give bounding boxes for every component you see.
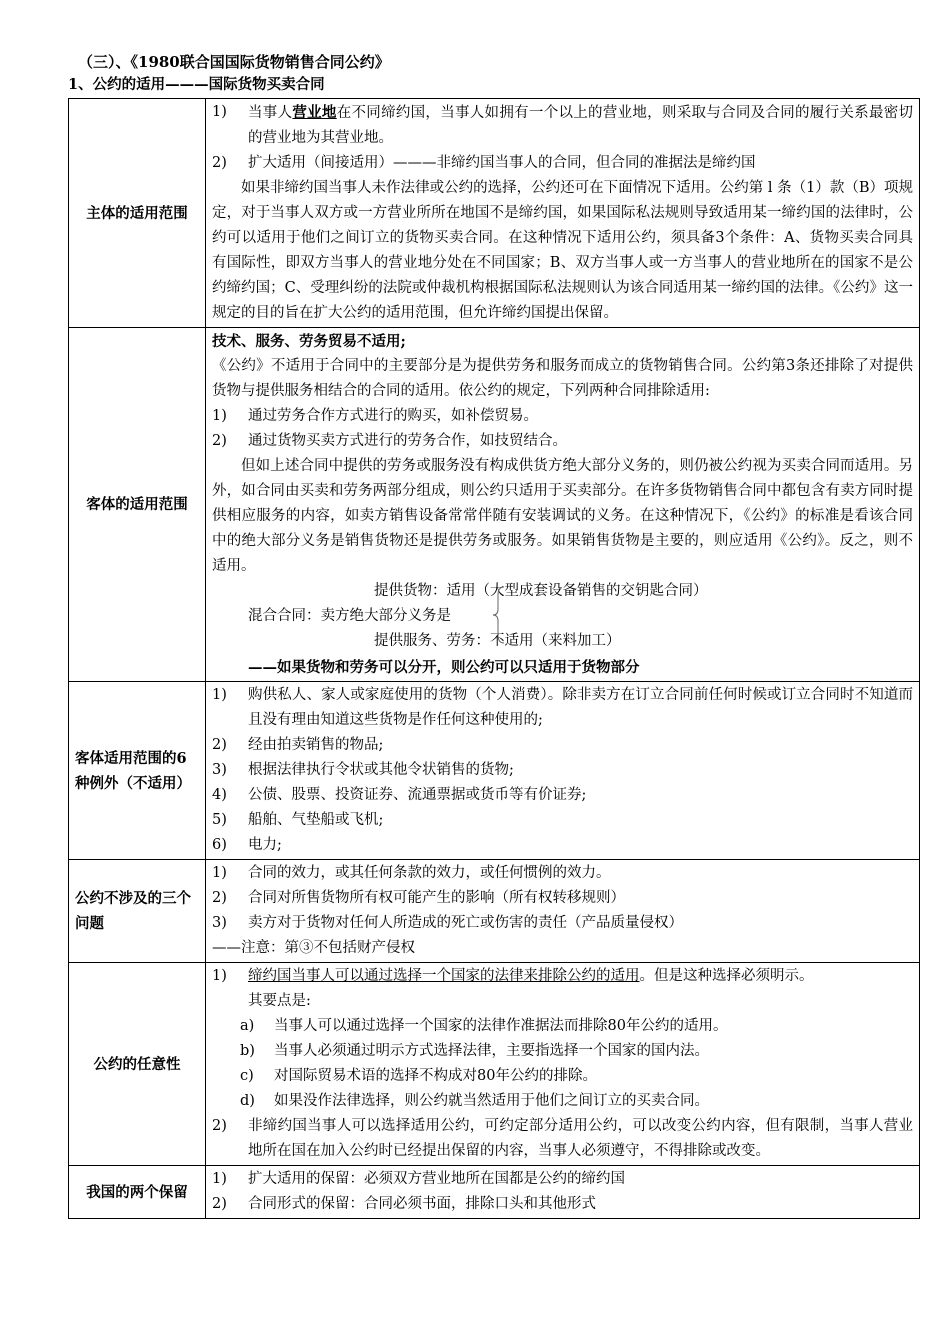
- list-item: [212, 1114, 913, 1164]
- list-item: [212, 733, 913, 758]
- sub-list-text: 当事人可以通过选择一个国家的法律作准据法而排除80年公约的适用。: [274, 1018, 728, 1034]
- row-label-reservations: 我国的两个保留: [69, 1166, 206, 1219]
- list-number: 2): [212, 155, 227, 171]
- list-number: 2): [212, 737, 227, 753]
- mixed-service-line: 提供服务、劳务：不适用（来料加工）: [374, 633, 621, 649]
- list-item: [212, 100, 913, 151]
- list-text: 。但是这种选择必须明示。: [639, 968, 814, 984]
- list-text: 通过劳务合作方式进行的购买，如补偿贸易。: [248, 408, 538, 424]
- list-text: 合同的效力，或其任何条款的效力，或任何惯例的效力。: [248, 865, 611, 881]
- list-item: [212, 833, 913, 858]
- sub-list-letter: b): [240, 1043, 255, 1059]
- row-label-object: 客体的适用范围: [69, 328, 206, 682]
- table-row: [69, 1166, 920, 1219]
- list-item: [212, 429, 913, 454]
- sub-list-letter: c): [240, 1068, 254, 1084]
- bold-heading: 技术、服务、劳务贸易不适用;: [212, 333, 406, 350]
- row-label-subject: 主体的适用范围: [69, 99, 206, 328]
- list-text: 购供私人、家人或家庭使用的货物（个人消费）。除非卖方在订立合同前任何时候或订立合同时不知道而且没有理由知道这些货物是作任何这种使用的;: [248, 687, 913, 728]
- sub-list-item: [212, 1014, 913, 1039]
- list-text: 船舶、气垫船或飞机;: [248, 812, 384, 828]
- mixed-goods-line: 提供货物：适用（大型成套设备销售的交钥匙合同）: [374, 583, 708, 599]
- list-number: 1): [212, 865, 227, 881]
- list-text: 公债、股票、投资证券、流通票据或货币等有价证券;: [248, 787, 587, 803]
- list-item: [212, 964, 913, 989]
- bold-conclusion: ——如果货物和劳务可以分开，则公约可以只适用于货物部分: [248, 659, 640, 676]
- list-number: 4): [212, 787, 227, 803]
- list-text: 合同形式的保留：合同必须书面，排除口头和其他形式: [248, 1196, 596, 1212]
- note: ——注意：第③不包括财产侵权: [212, 940, 415, 956]
- list-text: 非缔约国当事人可以选择适用公约，可约定部分适用公约，可以改变公约内容，但有限制，当事人营业地所在国在加入公约时已经提出保留的内容，当事人必须遵守，不得排除或改变。: [248, 1118, 913, 1159]
- list-number: 2): [212, 890, 227, 906]
- list-text: 在不同缔约国，当事人如拥有一个以上的营业地，则采取与合同及合同的履行关系最密切的营业地为其营业地。: [248, 105, 914, 146]
- list-text: 扩大适用的保留：必须双方营业地所在国都是公约的缔约国: [248, 1171, 625, 1187]
- list-text: 电力;: [248, 837, 282, 853]
- list-item: [212, 151, 913, 176]
- list-number: 1): [212, 104, 227, 120]
- list-text: 通过货物买卖方式进行的劳务合作，如技贸结合。: [248, 433, 567, 449]
- sub-list-item: [212, 1064, 913, 1089]
- list-text: 卖方对于货物对任何人所造成的死亡或伤害的责任（产品质量侵权）: [248, 915, 683, 931]
- list-text: 扩大适用（间接适用）———非缔约国当事人的合同，但合同的准据法是缔约国: [248, 155, 756, 171]
- table-row: [69, 963, 920, 1166]
- list-number: 2): [212, 1118, 227, 1134]
- section-title: （三）、《1980联合国国际货物销售合同公约》: [78, 53, 390, 71]
- list-text: 合同对所售货物所有权可能产生的影响（所有权转移规则）: [248, 890, 625, 906]
- list-item: [212, 911, 913, 936]
- list-number: 1): [212, 687, 227, 703]
- list-number: 1): [212, 968, 227, 984]
- row-content-issues: [206, 860, 920, 963]
- row-content-subject: [206, 99, 920, 328]
- sub-list-item: [212, 1089, 913, 1114]
- sub-list-letter: a): [240, 1018, 255, 1034]
- mixed-contract-label: 混合合同：卖方绝大部分义务是: [248, 608, 451, 624]
- list-text: 当事人: [248, 105, 293, 121]
- list-item: [212, 808, 913, 833]
- document-page: [68, 50, 920, 1219]
- key-term-business-place: 营业地: [292, 104, 337, 121]
- sub-list-text: 当事人必须通过明示方式选择法律，主要指选择一个国家的国内法。: [274, 1043, 709, 1059]
- row-content-object: [206, 328, 920, 682]
- list-number: 6): [212, 837, 227, 853]
- paragraph: 《公约》不适用于合同中的主要部分是为提供劳务和服务而成立的货物销售合同。公约第3条还排除了对提供货物与提供服务相结合的合同的适用。依公约的规定，下列两种合同排除适用:: [212, 358, 913, 399]
- list-item: [212, 886, 913, 911]
- row-label-optional: 公约的任意性: [69, 963, 206, 1166]
- sub-list-item: [212, 1039, 913, 1064]
- list-number: 5): [212, 812, 227, 828]
- paragraph: 如果非缔约国当事人未作法律或公约的选择，公约还可在下面情况下适用。公约第 l 条（1）款（B）项规定，对于当事人双方或一方营业所所在地国不是缔约国，如果国际私法规则导致适用某一缔约国的法律时，公约可以适用于他们之间订立的货物买卖合同。在这种情况下适用公约，须具备3个条件：A、货物买卖合同具有国际性，即双方当事人的营业地分处在不同国家；B、双方当事人或一方当事人的营业地所在的国家不是公约缔约国；C、受理纠纷的法院或仲裁机构根据国际私法规则认为该合同适用某一缔约国的法律。《公约》这一规定的目的旨在扩大公约的适用范围，但允许缔约国提出保留。: [212, 180, 913, 321]
- subsection-title: 1、公约的适用———国际货物买卖合同: [68, 76, 325, 93]
- table-row: [69, 682, 920, 860]
- table-row: [69, 99, 920, 328]
- list-item: [212, 783, 913, 808]
- row-label-issues: 公约不涉及的三个问题: [69, 860, 206, 963]
- row-content-reservations: [206, 1166, 920, 1219]
- list-item: [212, 861, 913, 886]
- list-text: 经由拍卖销售的物品;: [248, 737, 384, 753]
- key-points-label: 其要点是:: [248, 993, 311, 1009]
- table-row: [69, 860, 920, 963]
- paragraph: 但如上述合同中提供的劳务或服务没有构成供货方绝大部分义务的，则仍被公约视为买卖合同而适用。另外，如合同由买卖和劳务两部分组成，则公约只适用于买卖部分。在许多货物销售合同中都包含有卖方同时提供相应服务的内容，如卖方销售设备常常伴随有安装调试的义务。在这种情况下，《公约》的标准是看该合同中的绝大部分义务是销售货物还是提供劳务或服务。如果销售货物是主要的，则应适用《公约》。反之，则不适用。: [212, 458, 913, 574]
- brace-icon: [492, 585, 506, 645]
- list-item: [212, 1167, 913, 1192]
- sub-list-text: 如果没作法律选择，则公约就当然适用于他们之间订立的买卖合同。: [274, 1093, 709, 1109]
- convention-table: [68, 98, 920, 1219]
- list-number: 3): [212, 762, 227, 778]
- list-item: [212, 683, 913, 733]
- list-item: [212, 1192, 913, 1217]
- list-number: 2): [212, 1196, 227, 1212]
- table-row: [69, 328, 920, 682]
- list-item: [212, 404, 913, 429]
- list-number: 1): [212, 1171, 227, 1187]
- sub-list-text: 对国际贸易术语的选择不构成对80年公约的排除。: [274, 1068, 597, 1084]
- underlined-text: 缔约国当事人可以通过选择一个国家的法律来排除公约的适用: [248, 968, 640, 984]
- row-content-optional: [206, 963, 920, 1166]
- list-text: 根据法律执行令状或其他令状销售的货物;: [248, 762, 514, 778]
- row-content-exceptions: [206, 682, 920, 860]
- list-number: 2): [212, 433, 227, 449]
- list-number: 3): [212, 915, 227, 931]
- row-label-exceptions: 客体适用范围的6种例外（不适用）: [69, 682, 206, 860]
- list-item: [212, 758, 913, 783]
- mixed-contract-diagram: [212, 579, 913, 655]
- list-number: 1): [212, 408, 227, 424]
- sub-list-letter: d): [240, 1093, 255, 1109]
